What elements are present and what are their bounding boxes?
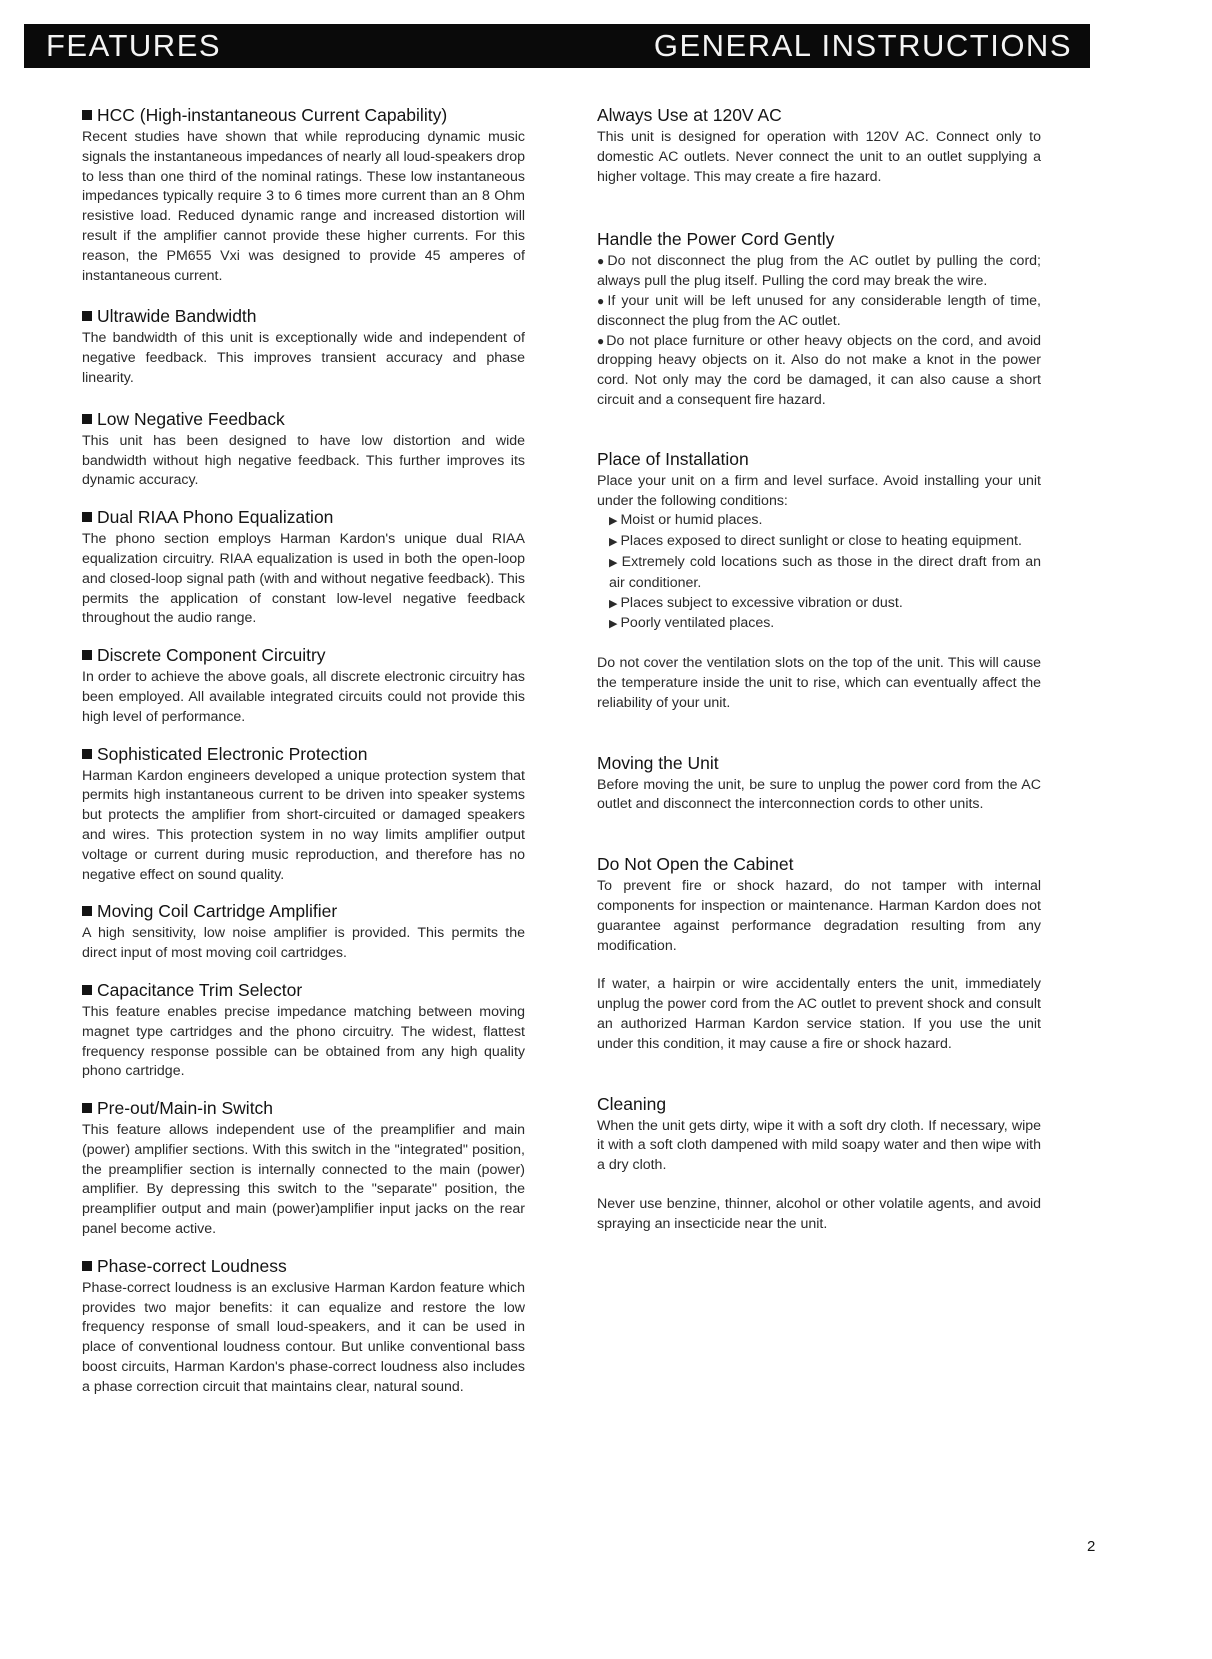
feature-section	[82, 305, 525, 388]
feature-title: Sophisticated Electronic Protection	[97, 743, 368, 764]
feature-title: Low Negative Feedback	[97, 408, 285, 429]
installation-note: Do not cover the ventilation slots on the top of the unit. This will cause the temperature inside the unit to rise, which can eventually affect the reliability of your unit.	[597, 655, 1041, 711]
instruction-text: When the unit gets dirty, wipe it with a soft dry cloth. If necessary, wipe it with a soft cloth dampened with mild soapy water and then wipe with a dry cloth.	[597, 1117, 1041, 1174]
features-column	[82, 104, 525, 1398]
condition-item: ▶ Poorly ventilated places.	[609, 615, 775, 632]
feature-title: Capacitance Trim Selector	[97, 979, 303, 1000]
instruction-title: Cleaning	[597, 1093, 667, 1114]
feature-section	[82, 900, 525, 964]
feature-title: Discrete Component Circuitry	[97, 645, 326, 666]
triangle-bullet-icon: ▶	[609, 597, 618, 610]
condition-item: ▶ Places subject to excessive vibration or dust.	[609, 594, 903, 611]
square-bullet-icon	[82, 650, 92, 660]
instruction-text: Never use benzine, thinner, alcohol or other volatile agents, and avoid spraying an insecticide near the unit.	[597, 1195, 1041, 1232]
instruction-title: Moving the Unit	[597, 752, 719, 773]
features-heading: FEATURES	[46, 28, 222, 63]
feature-text: Harman Kardon engineers developed a unique protection system that permits high instantaneous current to be driven into speaker systems but protects the amplifier from short-circuited or damaged speakers and wires. This protection system in no way limits amplifier output voltage or current during music reproduction, and therefore has no negative effect on sound quality.	[82, 767, 525, 883]
feature-section	[82, 743, 525, 886]
feature-text: The bandwidth of this unit is exceptionally wide and independent of negative feedback. This improves transient accuracy and phase linearity.	[82, 330, 525, 386]
header-bar	[24, 24, 1090, 68]
square-bullet-icon	[82, 906, 92, 916]
feature-text: This unit has been designed to have low distortion and wide bandwidth without high negative feedback. This further improves its dynamic accuracy.	[82, 432, 525, 489]
instruction-cleaning	[597, 1093, 1041, 1235]
feature-section	[82, 506, 525, 629]
square-bullet-icon	[82, 512, 92, 522]
feature-section	[82, 1255, 525, 1398]
instruction-title: Handle the Power Cord Gently	[597, 229, 835, 250]
dot-bullet-icon: ●	[597, 333, 606, 348]
instruction-title: Do Not Open the Cabinet	[597, 854, 794, 875]
instruction-moving	[597, 752, 1041, 816]
feature-title: Moving Coil Cartridge Amplifier	[97, 901, 338, 922]
condition-item: ▶ Places exposed to direct sunlight or close to heating equipment.	[609, 533, 1022, 550]
instruction-title: Place of Installation	[597, 448, 749, 469]
feature-section	[82, 1097, 525, 1240]
instruction-text: This unit is designed for operation with 120V AC. Connect only to domestic AC outlets. Never connect the unit to an outlet supplying a higher voltage. This may create a fire hazard.	[597, 129, 1041, 185]
square-bullet-icon	[82, 311, 92, 321]
feature-title: Ultrawide Bandwidth	[97, 306, 257, 327]
feature-text: In order to achieve the above goals, all discrete electronic circuitry has been employed. All available integrated circuits could not provide this high level of performance.	[82, 669, 525, 725]
bullet-item: ●If your unit will be left unused for any considerable length of time, disconnect the plug from the AC outlet.	[597, 292, 1041, 329]
feature-text: This feature allows independent use of the preamplifier and main (power) amplifier sections. With this switch in the "integrated" position, the preamplifier section is internally connected to the main (power) amplifier. By depressing this switch to the "separate" position, the preamplifier output and main (power)amplifier input jacks on the rear panel become active.	[82, 1122, 525, 1238]
feature-title: HCC (High-instantaneous Current Capability)	[97, 105, 448, 125]
feature-title: Dual RIAA Phono Equalization	[97, 507, 334, 528]
square-bullet-icon	[82, 985, 92, 995]
feature-section	[82, 979, 525, 1082]
feature-section	[82, 644, 525, 727]
instruction-power-cord	[597, 228, 1041, 410]
instruction-title: Always Use at 120V AC	[597, 105, 782, 125]
feature-section	[82, 408, 525, 491]
condition-item: ▶ Extremely cold locations such as those in the direct draft from an air conditioner.	[609, 553, 1041, 591]
bullet-item: ●Do not disconnect the plug from the AC outlet by pulling the cord; always pull the plug itself. Pulling the cord may break the wire.	[597, 253, 1041, 290]
triangle-bullet-icon: ▶	[609, 515, 618, 528]
general-instructions-heading: GENERAL INSTRUCTIONS	[653, 28, 1072, 63]
square-bullet-icon	[82, 1103, 92, 1113]
instruction-always-use	[597, 104, 1041, 187]
instruction-text: To prevent fire or shock hazard, do not tamper with internal components for inspection or maintenance. Harman Kardon does not guarantee against performance degradation resulting from any modification.	[597, 878, 1041, 954]
instruction-text: If water, a hairpin or wire accidentally enters the unit, immediately unplug the power cord from the AC outlet to prevent shock and consult an authorized Harman Kardon service station. If you use the unit under this condition, it may cause a fire or shock hazard.	[597, 976, 1041, 1052]
square-bullet-icon	[82, 1261, 92, 1271]
feature-text: A high sensitivity, low noise amplifier is provided. This permits the direct input of most moving coil cartridges.	[82, 925, 525, 962]
dot-bullet-icon: ●	[597, 254, 607, 269]
triangle-bullet-icon: ▶	[609, 618, 618, 631]
instruction-text: Before moving the unit, be sure to unplug the power cord from the AC outlet and disconnect the interconnection cords to other units.	[597, 776, 1041, 813]
feature-title: Pre-out/Main-in Switch	[97, 1098, 274, 1119]
feature-text: This feature enables precise impedance matching between moving magnet type cartridges and the phono circuitry. The widest, flattest frequency response possible can be obtained from any high quality phono cartridge.	[82, 1003, 525, 1080]
installation-intro: Place your unit on a firm and level surface. Avoid installing your unit under the following conditions:	[597, 472, 1041, 509]
feature-text: Phase-correct loudness is an exclusive Harman Kardon feature which provides two major benefits: it can equalize and restore the low frequency response of small loud-speakers, and it can be used in place of conventional loudness contour. But unlike conventional bass boost circuits, Harman Kardon's phase-correct loudness also includes a phase correction circuit that maintains clear, natural sound.	[82, 1279, 525, 1395]
instructions-column	[597, 104, 1041, 1234]
feature-section	[82, 104, 525, 286]
square-bullet-icon	[82, 749, 92, 759]
triangle-bullet-icon: ▶	[609, 556, 619, 569]
dot-bullet-icon: ●	[597, 293, 607, 308]
feature-text: The phono section employs Harman Kardon's unique dual RIAA equalization circuitry. RIAA equalization is used in both the open-loop and closed-loop signal path (with and without negative feedback). This permits the application of constant low-level negative feedback throughout the audio range.	[82, 531, 525, 627]
square-bullet-icon	[82, 110, 92, 120]
page-number: 2	[1087, 1538, 1096, 1555]
square-bullet-icon	[82, 414, 92, 424]
feature-text: Recent studies have shown that while reproducing dynamic music signals the instantaneous impedances of nearly all loud-speakers drop to less than one third of the nominal ratings. These low instantaneous impedances typically require 3 to 6 times more current than an 8 Ohm resistive load. Reduced dynamic range and increased distortion will result if the amplifier cannot provide these higher currents. For this reason, the PM655 Vxi was designed to provide 45 amperes of instantaneous current.	[82, 129, 525, 284]
instruction-cabinet	[597, 853, 1041, 1054]
feature-title: Phase-correct Loudness	[97, 1255, 287, 1276]
bullet-item: ●Do not place furniture or other heavy objects on the cord, and avoid dropping heavy objects on it. Also do not make a knot in the power cord. Not only may the cord be damaged, it can also cause a short circuit and a consequent fire hazard.	[597, 332, 1042, 408]
instruction-installation	[597, 448, 1041, 714]
triangle-bullet-icon: ▶	[609, 536, 618, 549]
condition-item: ▶ Moist or humid places.	[609, 512, 763, 529]
